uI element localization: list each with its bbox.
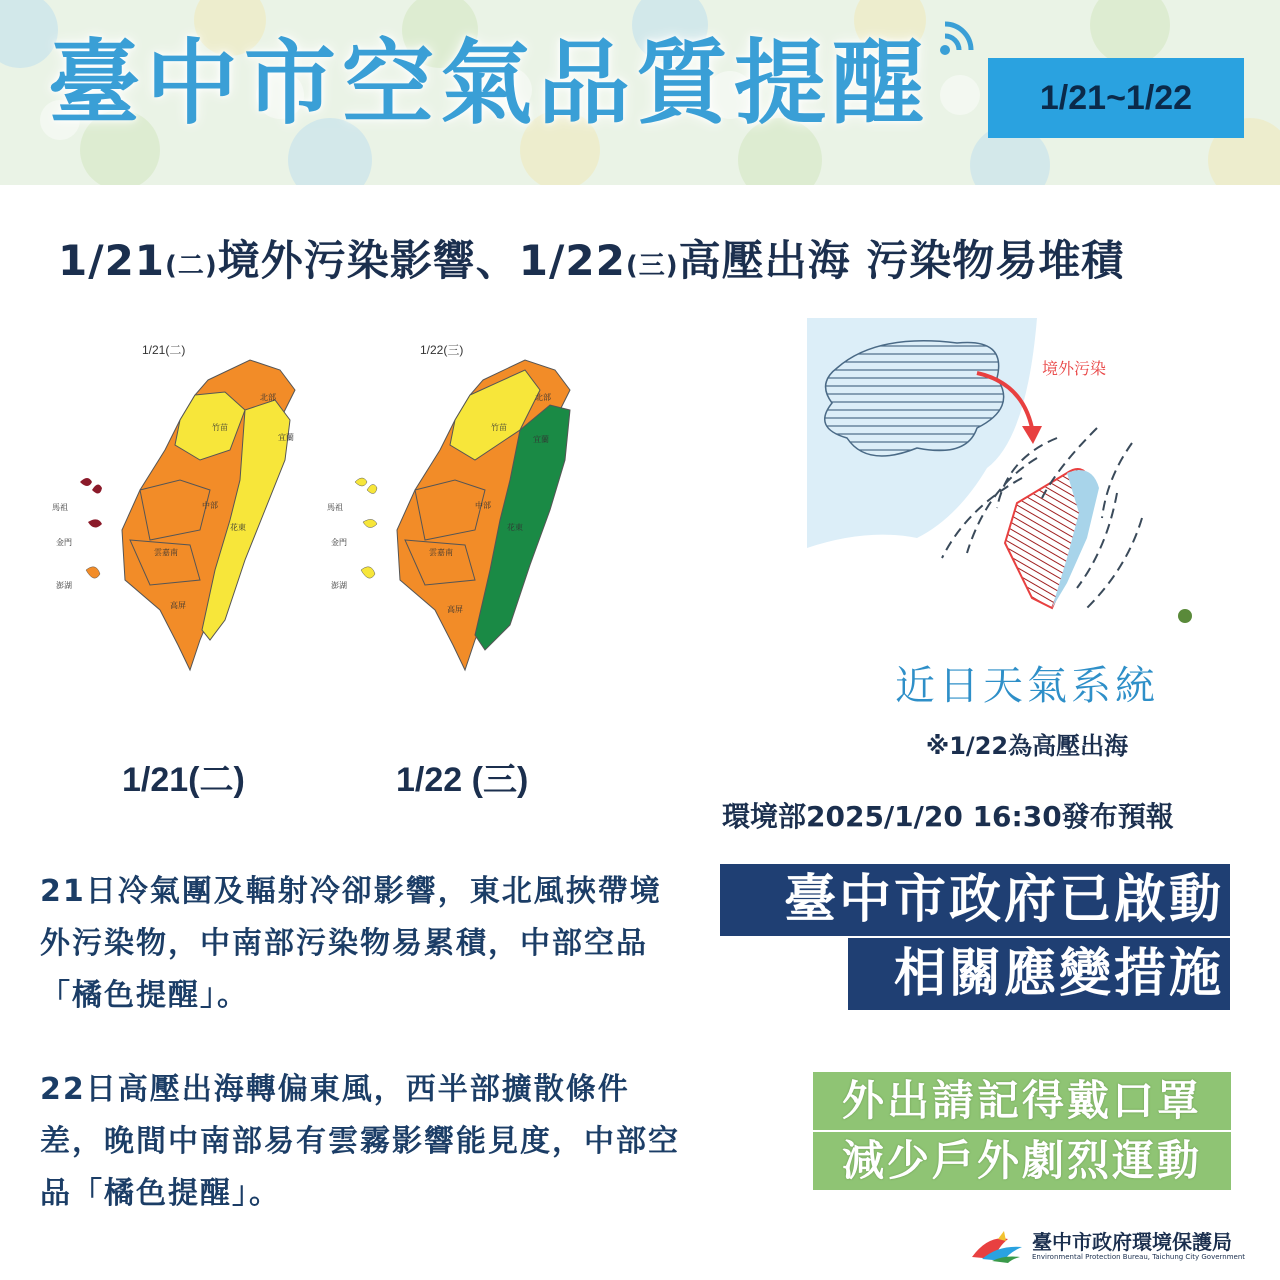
map-islands (355, 478, 377, 578)
headline-paren2: (三) (625, 251, 679, 281)
label-zhumiao: 竹苗 (491, 423, 507, 432)
label-matsu: 馬祖 (52, 503, 68, 512)
label-central: 中部 (202, 501, 218, 510)
headline (58, 228, 1124, 288)
org-name-en: Environmental Protection Bureau, Taichung City Government (1032, 1253, 1246, 1261)
tip-line-2: 減少戶外劇烈運動 (813, 1132, 1231, 1190)
label-penghu: 澎湖 (56, 581, 72, 590)
aqi-map-0121 (50, 330, 320, 690)
org-name: 臺中市政府環境保護局 (1032, 1230, 1232, 1254)
signal-icon (935, 10, 985, 60)
label-central: 中部 (475, 501, 491, 510)
footer (968, 1226, 1245, 1266)
map-caption-0122: 1/22 (三) (396, 761, 529, 799)
label-yunjianan: 雲嘉南 (429, 548, 453, 557)
epb-logo-icon (968, 1229, 1026, 1263)
forecast-issued: 環境部2025/1/20 16:30發布預報 (722, 800, 1174, 833)
date-range-badge: 1/21~1/22 (988, 58, 1244, 138)
label-matsu: 馬祖 (327, 503, 343, 512)
pollution-cloud (825, 341, 1004, 456)
tip-line-1: 外出請記得戴口罩 (813, 1072, 1231, 1130)
headline-paren1: (二) (165, 251, 218, 281)
headline-part1: 1/21 (58, 236, 166, 285)
moenv-logo-icon (1178, 609, 1192, 623)
label-north: 北部 (260, 393, 276, 402)
label-kinmen: 金門 (331, 538, 347, 547)
label-hualien: 花東 (507, 523, 523, 532)
action-line-1: 臺中市政府已啟動 (720, 864, 1230, 936)
aqi-map-0122 (325, 330, 595, 690)
paragraph-0122: 22日高壓出海轉偏東風，西半部擴散條件差，晚間中南部易有雲霧影響能見度，中部空品「橘色提醒」。 (40, 1072, 680, 1211)
label-gaoping: 高屏 (170, 601, 186, 610)
paragraph-0121: 21日冷氣團及輻射冷卻影響，東北風挾帶境外污染物，中南部污染物易累積，中部空品「橘色提醒」。 (40, 874, 662, 1013)
action-line-2: 相關應變措施 (848, 938, 1230, 1010)
pollution-label: 境外污染 (1042, 359, 1107, 378)
label-hualien: 花東 (230, 523, 246, 532)
weather-system-diagram (807, 318, 1247, 638)
page-title: 臺中市空氣品質提醒 (48, 30, 931, 137)
label-yilan: 宜蘭 (278, 433, 294, 442)
headline-part3: 高壓出海 污染物易堆積 (678, 236, 1125, 285)
label-gaoping: 高屏 (447, 605, 463, 614)
label-yilan: 宜蘭 (533, 435, 549, 444)
map-header: 1/21(二) (142, 343, 186, 357)
header-banner (0, 0, 1280, 185)
map-header: 1/22(三) (420, 343, 464, 357)
map-caption-0121: 1/21(二) (122, 761, 245, 799)
map-islands (80, 478, 102, 578)
weather-note: ※1/22為高壓出海 (925, 732, 1129, 760)
label-penghu: 澎湖 (331, 581, 347, 590)
weather-system-title: 近日天氣系統 (895, 663, 1159, 709)
headline-part2: 境外污染影響、1/22 (217, 236, 626, 285)
label-zhumiao: 竹苗 (212, 423, 228, 432)
label-north: 北部 (535, 393, 551, 402)
label-yunjianan: 雲嘉南 (154, 548, 178, 557)
label-kinmen: 金門 (56, 538, 72, 547)
